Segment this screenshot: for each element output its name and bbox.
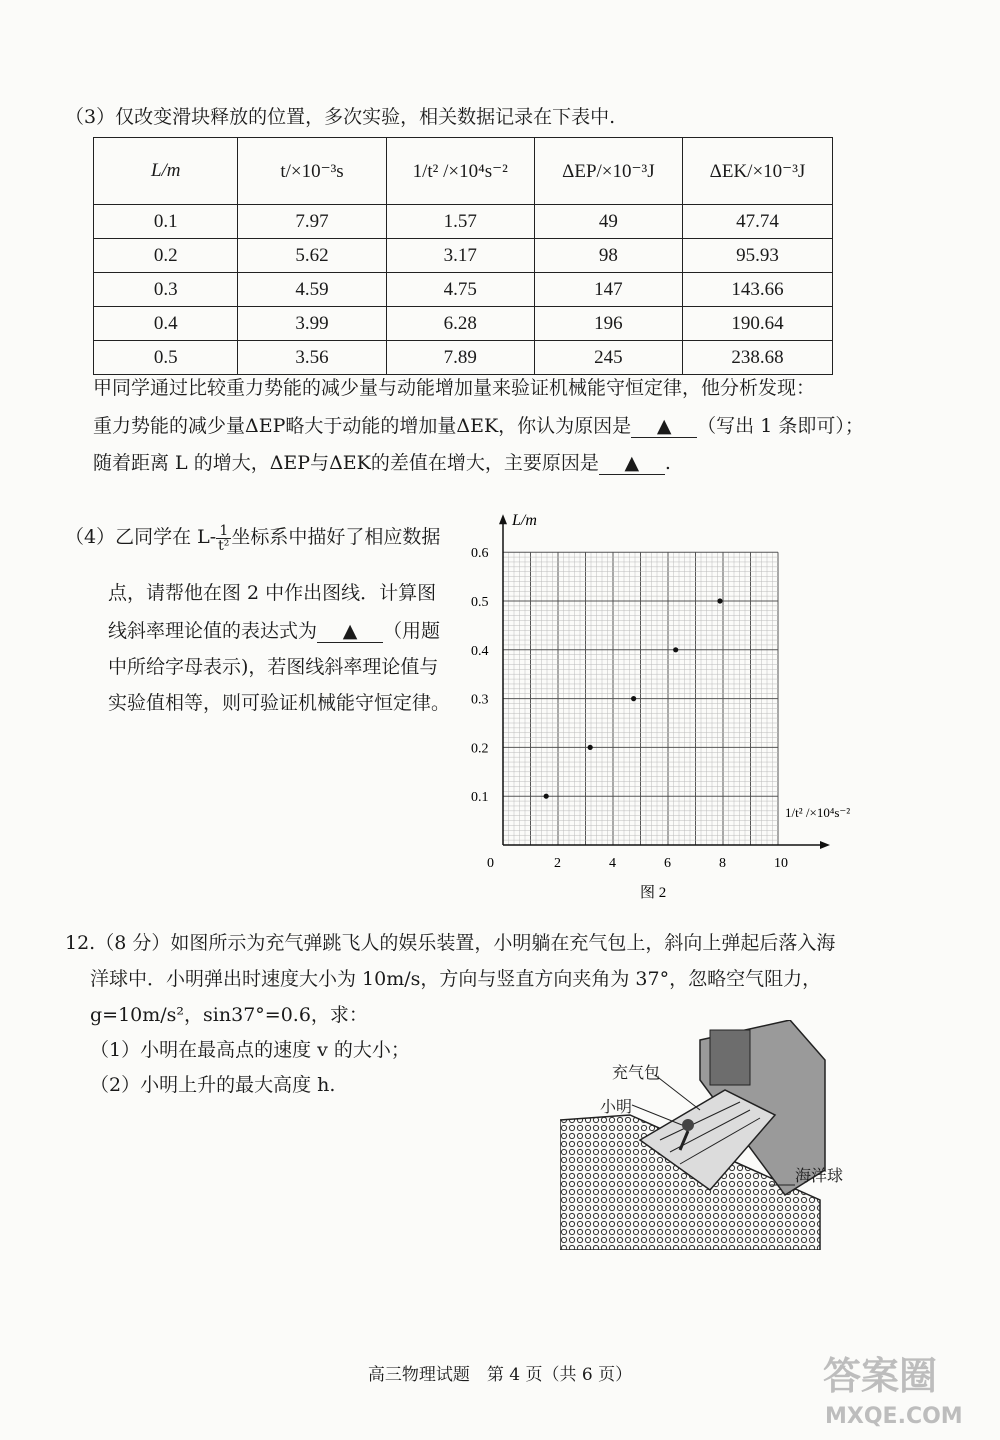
- q12-line1: 12.（8 分）如图所示为充气弹跳飞人的娱乐装置，小明躺在充气包上，斜向上弹起后落入海: [65, 932, 836, 954]
- table-cell: 0.5: [94, 341, 238, 375]
- q4-line4: 中所给字母表示)，若图线斜率理论值与: [108, 656, 439, 678]
- q3-line2-text: 重力势能的减少量ΔEP略大于动能的增加量ΔEK，你认为原因是: [93, 415, 632, 437]
- q4-line1-text: （4）乙同学在 L-: [65, 526, 217, 548]
- watermark-bottom-text: MXQE.COM: [825, 1404, 963, 1429]
- chart-y-tick-label: 0.3: [471, 692, 489, 708]
- answer-blank[interactable]: ▲: [317, 620, 383, 643]
- table-cell: 49: [534, 205, 682, 239]
- watermark-top-text: 答案圈: [823, 1354, 938, 1398]
- label-xiaoming: 小明: [600, 1097, 633, 1116]
- table-cell: 4.75: [386, 273, 534, 307]
- table-cell: 147: [534, 273, 682, 307]
- table-cell: 0.3: [94, 273, 238, 307]
- table-header-row: [94, 138, 833, 205]
- chart-x-tick-label: 10: [774, 856, 788, 871]
- col-header-dek: ΔEK/×10⁻³J: [682, 138, 832, 205]
- table-cell: 7.89: [386, 341, 534, 375]
- q12-line3: g=10m/s²，sin37°=0.6，求：: [90, 1004, 368, 1026]
- chart-y-tick-label: 0.2: [471, 741, 489, 757]
- figure-2-chart: [460, 505, 880, 905]
- page-footer: 高三物理试题 第 4 页（共 6 页）: [367, 1365, 633, 1385]
- q4-line2: 点，请帮他在图 2 中作出图线．计算图: [108, 582, 437, 604]
- chart-x-tick-label: 6: [664, 856, 671, 871]
- table-cell: 143.66: [682, 273, 832, 307]
- chart-y-tick-label: 0.5: [471, 595, 489, 610]
- table-cell: 1.57: [386, 205, 534, 239]
- q4-line3: [108, 616, 440, 643]
- table-cell: 3.56: [238, 341, 386, 375]
- q4-line5: 实验值相等，则可验证机械能守恒定律。: [108, 692, 451, 714]
- table-cell: 0.2: [94, 239, 238, 273]
- table-cell: 3.99: [238, 307, 386, 341]
- table-row: [94, 341, 833, 375]
- chart-x-tick-label: 8: [719, 856, 726, 871]
- q12-sub2: （2）小明上升的最大高度 h.: [90, 1074, 336, 1096]
- table-row: [94, 273, 833, 307]
- label-inflatable-bag: 充气包: [612, 1063, 661, 1082]
- table-cell: 0.4: [94, 307, 238, 341]
- chart-y-tick-label: 0.6: [471, 546, 489, 562]
- col-header-l: L/m: [94, 138, 238, 205]
- q3-line2-suffix: （写出 1 条即可）；: [697, 415, 864, 437]
- chart-y-axis-label: L/m: [512, 512, 537, 529]
- answer-blank[interactable]: ▲: [599, 452, 665, 475]
- table-cell: 95.93: [682, 239, 832, 273]
- q12-line2: 洋球中．小明弹出时速度大小为 10m/s，方向与竖直方向夹角为 37°，忽略空气阻力，: [90, 968, 822, 990]
- q12-sub1: （1）小明在最高点的速度 v 的大小；: [90, 1039, 410, 1061]
- chart-x-axis-label: 1/t² /×10⁴s⁻²: [785, 805, 851, 820]
- chart-data-point: [717, 598, 722, 603]
- q4-line1: [65, 522, 440, 553]
- col-header-dep: ΔEP/×10⁻³J: [534, 138, 682, 205]
- chart-y-tick-label: 0.1: [471, 790, 489, 806]
- table-cell: 238.68: [682, 341, 832, 375]
- fraction-1-over-t2: $\frac{1}{\text{t²}}$: [218, 522, 230, 554]
- table-cell: 245: [534, 341, 682, 375]
- q3-line3: [93, 448, 671, 475]
- q3-line3-text: 随着距离 L 的增大，ΔEP与ΔEK的差值在增大，主要原因是: [93, 452, 599, 474]
- chart-title: 图 2: [640, 885, 667, 901]
- table-cell: 196: [534, 307, 682, 341]
- table-cell: 47.74: [682, 205, 832, 239]
- q3-line1: 甲同学通过比较重力势能的减少量与动能增加量来验证机械能守恒定律，他分析发现：: [93, 377, 816, 399]
- watermark-logo: [815, 1345, 985, 1430]
- chart-data-point: [673, 647, 678, 652]
- table-cell: 3.17: [386, 239, 534, 273]
- col-header-t: t/×10⁻³s: [238, 138, 386, 205]
- q3-line3-suffix: .: [664, 452, 671, 474]
- q4-line1-suffix: 坐标系中描好了相应数据: [231, 526, 441, 548]
- chart-data-point: [631, 696, 636, 701]
- q3-intro: （3）仅改变滑块释放的位置，多次实验，相关数据记录在下表中.: [65, 106, 616, 128]
- chart-x-tick-label: 0: [487, 856, 494, 871]
- chart-data-point: [588, 745, 593, 750]
- table-cell: 5.62: [238, 239, 386, 273]
- table-cell: 190.64: [682, 307, 832, 341]
- chart-x-axis-arrow: [820, 841, 830, 849]
- q4-line3-text: 线斜率理论值的表达式为: [108, 620, 318, 642]
- table-cell: 0.1: [94, 205, 238, 239]
- table-row: [94, 205, 833, 239]
- label-ocean-balls: 海洋球: [795, 1166, 844, 1185]
- chart-y-tick-label: 0.4: [471, 643, 489, 659]
- chart-x-tick-label: 4: [609, 856, 616, 871]
- data-table: [93, 137, 833, 375]
- q3-line2: [93, 411, 864, 438]
- chart-y-axis-arrow: [499, 514, 507, 524]
- answer-blank[interactable]: ▲: [631, 415, 697, 438]
- table-cell: 6.28: [386, 307, 534, 341]
- col-header-inv-t2: 1/t² /×10⁴s⁻²: [386, 138, 534, 205]
- table-row: [94, 307, 833, 341]
- q4-line3-suffix: （用题: [383, 620, 441, 642]
- chart-data-point: [544, 794, 549, 799]
- bounce-apparatus-illustration: [560, 1020, 850, 1250]
- table-row: [94, 239, 833, 273]
- table-cell: 4.59: [238, 273, 386, 307]
- table-cell: 7.97: [238, 205, 386, 239]
- table-cell: 98: [534, 239, 682, 273]
- chart-x-tick-label: 2: [554, 856, 561, 871]
